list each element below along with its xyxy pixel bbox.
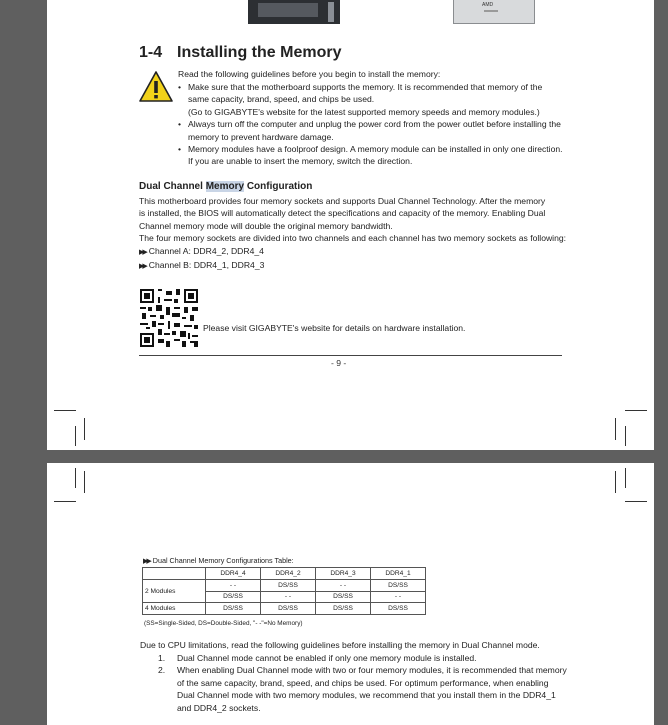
table-cell: DS/SS [261,579,316,591]
text-line: is installed, the BIOS will automatically detect the specifications and capacity of the memory. Enabling Dual [139,208,546,219]
table-header-cell: DDR4_1 [371,568,426,580]
text-line: Channel memory mode will double the original memory bandwidth. [139,220,393,231]
crop-mark [75,426,76,446]
table-header-cell: DDR4_3 [316,568,371,580]
table-cell: DS/SS [206,591,261,603]
text-line: of the same capacity, brand, speed, and chips be used. For optimum performance, when enabling [177,677,549,688]
text-line: When enabling Dual Channel mode with two or four memory modules, it is recommended that memory [177,665,567,676]
qr-caption: Please visit GIGABYTE's website for details on hardware installation. [203,323,466,333]
table-cell: - - [206,579,261,591]
section-heading [139,44,341,62]
text-line: (Go to GIGABYTE's website for the latest supported memory speeds and memory modules.) [188,106,540,117]
table-row-label: 4 Modules [143,603,206,615]
list-item [140,664,580,714]
table-cell: DS/SS [371,603,426,615]
guideline-item [178,118,572,143]
cpu-marking [484,10,498,12]
page-number: - 9 - [331,358,347,368]
crop-mark [615,471,616,493]
text-line: same capacity, brand, speed, and chips be used. [188,94,375,105]
text-line: If you are unable to insert the memory, switch the direction. [188,156,413,167]
table-note: (SS=Single-Sided, DS=Double-Sided, "- -"=No Memory) [144,620,303,627]
warning-icon [138,70,174,103]
text-line: Dual Channel mode with two memory modules, we recommend that you install them in the DDR4_1 [177,690,556,701]
text-line: Dual Channel mode cannot be enabled if only one memory module is installed. [177,653,477,663]
crop-mark [54,501,76,502]
table-header-cell: DDR4_4 [206,568,261,580]
hardware-photo [47,0,654,26]
text-line: The four memory sockets are divided into two channels and each channel has two memory sockets as following: [139,233,567,244]
crop-mark [615,418,616,440]
crop-mark [625,468,626,488]
crop-mark [625,501,647,502]
text-line: This motherboard provides four memory sockets and supports Dual Channel Technology. After the memory [139,196,546,206]
crop-mark [54,410,76,411]
double-arrow-icon: ▶▶ [143,558,150,565]
table-header-row [143,568,426,580]
list-number: 1. [158,653,166,663]
guideline-list [178,81,572,168]
channel-a-line [139,245,579,259]
table-caption [143,556,294,565]
table-header-cell: DDR4_2 [261,568,316,580]
dual-channel-guideline-list [140,652,580,714]
qr-code-icon [140,289,198,347]
subsection-heading [139,181,312,192]
motherboard-image [248,0,340,24]
memory-slot-image [258,3,318,17]
table-row-label: 2 Modules [143,579,206,603]
channel-b-line [139,259,579,273]
cpu-image [453,0,535,24]
table-cell: DS/SS [316,591,371,603]
table-cell: DS/SS [261,603,316,615]
text-line: • Memory modules have a foolproof design. A memory module can be installed in only one direction. [188,144,563,155]
text-line: • Make sure that the motherboard supports the memory. It is recommended that memory of the [188,82,543,92]
crop-mark [625,426,626,446]
memory-config-table [142,567,426,615]
table-cell: DS/SS [371,579,426,591]
section-number: 1-4 [139,44,163,61]
list-number: 2. [158,665,166,676]
slot-latch-image [328,2,334,22]
guideline-item [178,143,572,168]
guideline-item [178,81,572,118]
intro-text: Read the following guidelines before you begin to install the memory: [178,69,441,79]
cpu-label: AMD [482,2,494,8]
document-page-10 [47,463,654,725]
cpu-limitation-text: Due to CPU limitations, read the following guidelines before installing the memory in Dual Channel mode. [140,640,540,650]
text-line: • Always turn off the computer and unplug the power cord from the power outlet before installing the [188,119,561,130]
crop-mark [84,418,85,440]
text-line: and DDR4_2 sockets. [177,702,261,713]
table-cell: DS/SS [206,603,261,615]
channel-a-text: Channel A: DDR4_2, DDR4_4 [148,245,264,256]
table-row [143,603,426,615]
double-arrow-icon: ▶▶ [139,248,146,256]
channel-b-text: Channel B: DDR4_1, DDR4_3 [148,260,265,271]
table-caption-text: Dual Channel Memory Configurations Table: [152,556,294,565]
document-page-9 [47,0,654,450]
table-header-cell [143,568,206,580]
footer-rule [139,355,562,356]
table-cell: - - [316,579,371,591]
table-cell: - - [261,591,316,603]
crop-mark [625,410,647,411]
subsection-title-part: Dual Channel [139,181,206,192]
crop-mark [84,471,85,493]
crop-mark [75,468,76,488]
list-item [140,652,580,664]
double-arrow-icon: ▶▶ [139,263,146,271]
table-cell: - - [371,591,426,603]
search-highlight: Memory [205,181,245,192]
text-line: memory to prevent hardware damage. [188,131,334,142]
subsection-title-part: Configuration [244,181,313,192]
dual-channel-paragraph [139,195,579,273]
section-title: Installing the Memory [177,44,342,61]
table-cell: DS/SS [316,603,371,615]
table-row [143,579,426,591]
